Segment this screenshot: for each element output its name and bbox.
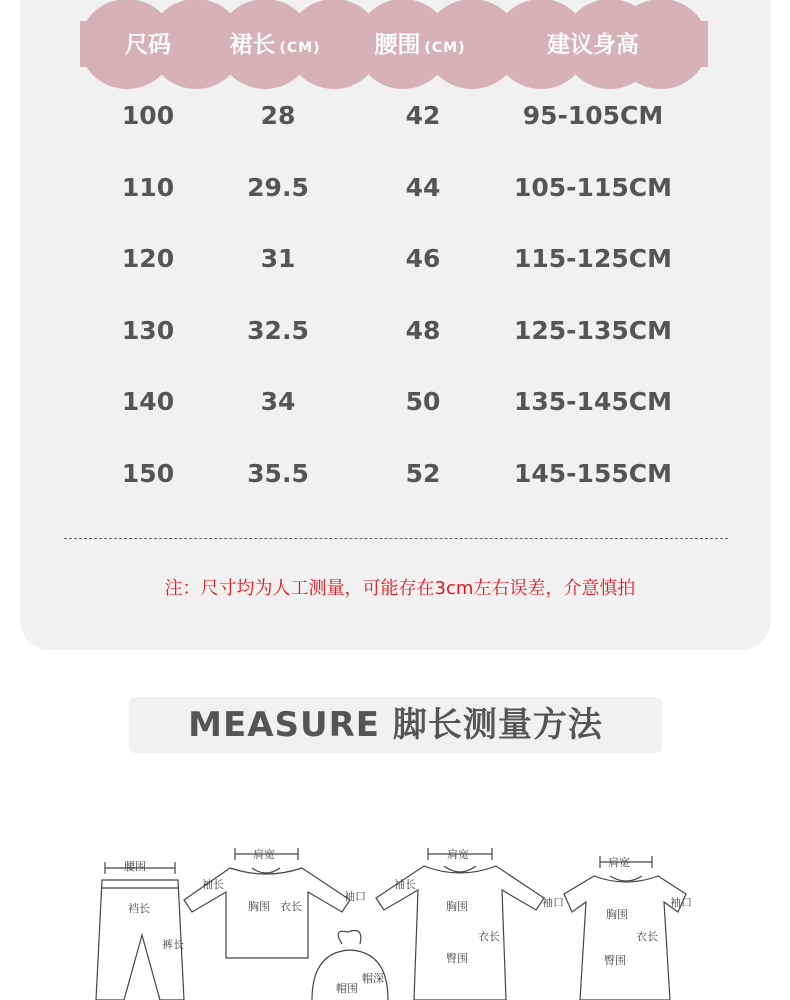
table-row bbox=[0, 96, 790, 136]
cell-height: 115-125CM bbox=[514, 244, 672, 273]
cell-height: 135-145CM bbox=[514, 387, 672, 416]
pants-illustration bbox=[96, 862, 184, 1000]
cell-skirt-length: 28 bbox=[260, 101, 296, 130]
shortsuit-shoulder-label: 肩宽 bbox=[608, 856, 630, 869]
cell-waist: 48 bbox=[405, 316, 441, 345]
cell-size: 110 bbox=[121, 173, 175, 202]
measurement-note: 注：尺寸均为人工测量，可能存在3cm左右误差，介意慎拍 bbox=[164, 578, 636, 599]
cell-skirt-length: 32.5 bbox=[247, 316, 309, 345]
cell-waist: 50 bbox=[405, 387, 441, 416]
pants-length-label: 裤长 bbox=[162, 938, 184, 951]
cell-waist: 44 bbox=[405, 173, 441, 202]
cell-height: 105-115CM bbox=[514, 173, 672, 202]
short-romper-illustration bbox=[564, 856, 686, 1000]
header-skirt-length: 裙长 (CM) bbox=[229, 32, 321, 58]
table-row bbox=[0, 311, 790, 351]
measurement-diagram bbox=[80, 840, 720, 1000]
romper-chest-label: 胸围 bbox=[446, 900, 468, 913]
cell-skirt-length: 34 bbox=[260, 387, 296, 416]
cell-size: 130 bbox=[121, 316, 175, 345]
romper-cuff-label: 袖口 bbox=[542, 896, 564, 909]
romper-illustration bbox=[376, 848, 544, 1000]
shortsuit-hip-label: 臀围 bbox=[604, 954, 626, 967]
cell-waist: 46 bbox=[405, 244, 441, 273]
romper-shoulder-label: 肩宽 bbox=[447, 848, 469, 861]
cell-size: 150 bbox=[121, 459, 175, 488]
dashed-divider bbox=[64, 538, 728, 539]
cell-height: 125-135CM bbox=[514, 316, 672, 345]
shortsuit-chest-label: 胸围 bbox=[606, 908, 628, 921]
top-cuff-label: 袖口 bbox=[344, 890, 366, 903]
cell-waist: 42 bbox=[405, 101, 441, 130]
pants-waist-label: 腰围 bbox=[124, 860, 146, 873]
top-chest-label: 胸围 bbox=[248, 900, 270, 913]
cell-waist: 52 bbox=[405, 459, 441, 488]
header-size: 尺码 bbox=[125, 32, 171, 58]
shortsuit-cuff-label: 袖口 bbox=[670, 896, 692, 909]
cell-height: 145-155CM bbox=[514, 459, 672, 488]
table-row bbox=[0, 239, 790, 279]
cell-size: 140 bbox=[121, 387, 175, 416]
cell-skirt-length: 29.5 bbox=[247, 173, 309, 202]
header-waist: 腰围 (CM) bbox=[374, 32, 466, 58]
cell-skirt-length: 31 bbox=[260, 244, 296, 273]
top-sleeve-label: 袖长 bbox=[202, 878, 224, 891]
hat-circumference-label: 帽围 bbox=[336, 982, 358, 995]
romper-sleeve-label: 袖长 bbox=[394, 878, 416, 891]
cell-size: 100 bbox=[121, 101, 175, 130]
romper-hip-label: 臀围 bbox=[446, 952, 468, 965]
romper-length-label: 衣长 bbox=[478, 930, 500, 943]
measure-title: MEASURE 脚长测量方法 bbox=[188, 705, 603, 745]
measure-title-box bbox=[129, 697, 662, 753]
shortsuit-length-label: 衣长 bbox=[636, 930, 658, 943]
header-suggested-height: 建议身高 bbox=[547, 32, 639, 58]
hat-depth-label: 帽深 bbox=[362, 972, 384, 985]
top-shoulder-label: 肩宽 bbox=[253, 848, 275, 861]
cell-size: 120 bbox=[121, 244, 175, 273]
table-row bbox=[0, 168, 790, 208]
pants-rise-label: 裆长 bbox=[128, 902, 150, 915]
table-row bbox=[0, 382, 790, 422]
top-length-label: 衣长 bbox=[280, 900, 302, 913]
cell-height: 95-105CM bbox=[522, 101, 664, 130]
table-row bbox=[0, 454, 790, 494]
cell-skirt-length: 35.5 bbox=[247, 459, 309, 488]
